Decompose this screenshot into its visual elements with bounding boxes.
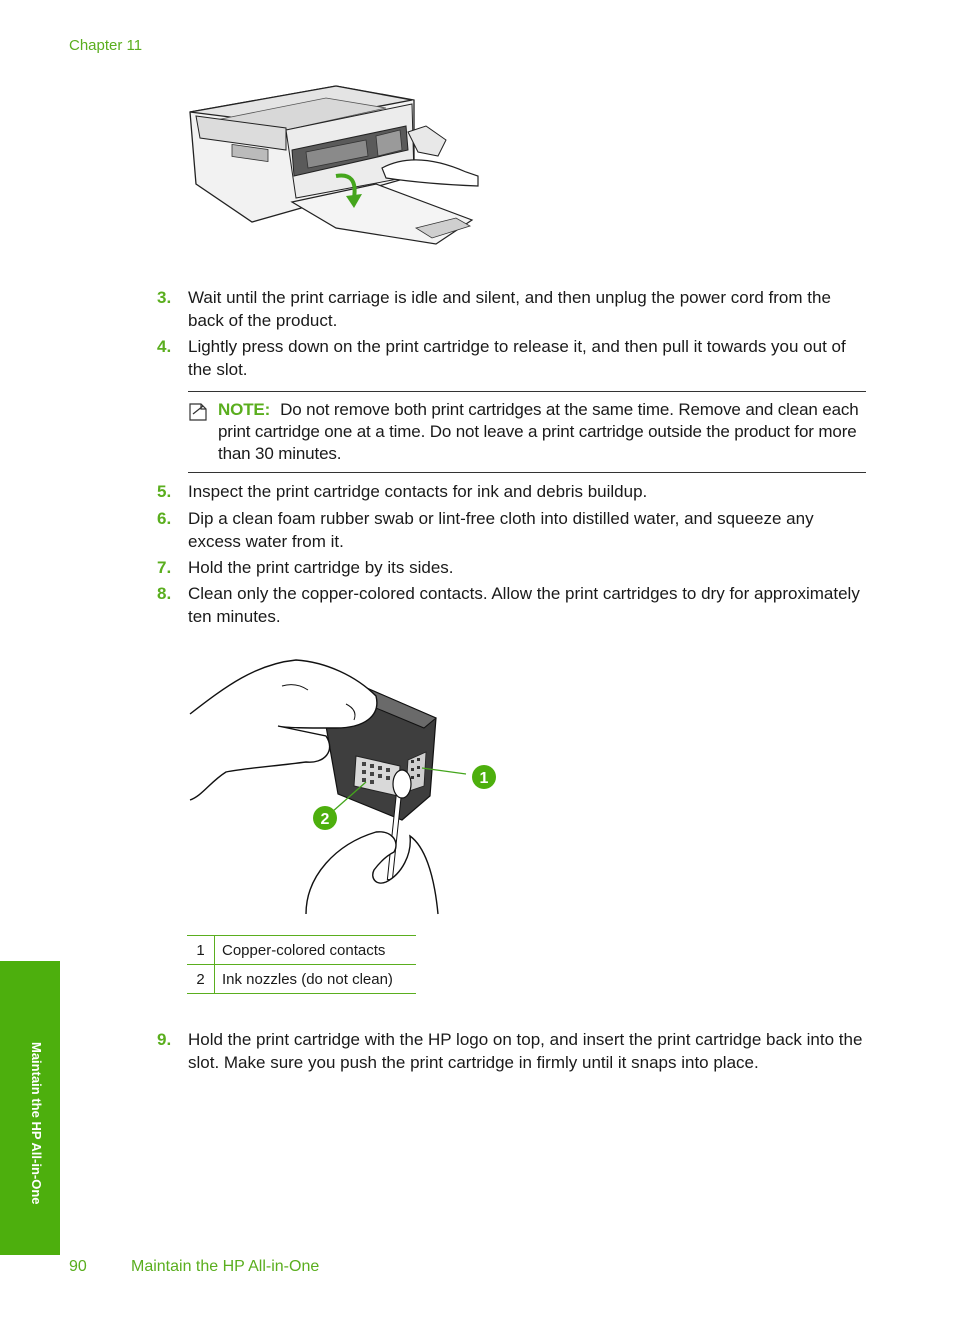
step-7 xyxy=(157,557,869,580)
note-body: Do not remove both print cartridges at the same time. Remove and clean each print cartridge one at a time. Do not leave a print cartridge outside the product for more than 30 minutes. xyxy=(218,400,859,463)
legend-description: Copper-colored contacts xyxy=(215,936,417,965)
step-number: 8. xyxy=(157,584,172,603)
step-5 xyxy=(157,481,869,504)
step-3 xyxy=(157,287,869,332)
step-text: Wait until the print carriage is idle and silent, and then unplug the power cord from the back of the product. xyxy=(188,288,831,330)
step-text: Lightly press down on the print cartridge to release it, and then pull it towards you out of the slot. xyxy=(188,337,846,379)
sidebar-section-title: Maintain the HP All-in-One xyxy=(29,1042,44,1205)
page-number: 90 xyxy=(69,1258,87,1275)
note-box xyxy=(188,391,866,473)
legend-number: 1 xyxy=(187,936,215,965)
step-8 xyxy=(157,583,869,628)
step-number: 5. xyxy=(157,482,172,501)
note-text xyxy=(218,399,866,465)
note-icon xyxy=(188,402,208,422)
step-4 xyxy=(157,336,869,381)
step-text: Inspect the print cartridge contacts for ink and debris buildup. xyxy=(188,482,648,501)
callout-2: 2 xyxy=(320,811,330,828)
step-number: 7. xyxy=(157,558,172,577)
printer-illustration xyxy=(186,80,482,246)
step-number: 3. xyxy=(157,288,172,307)
chapter-header: Chapter 11 xyxy=(69,37,143,54)
step-9 xyxy=(157,1029,869,1074)
legend-number: 2 xyxy=(187,965,215,994)
cartridge-cleaning-illustration xyxy=(186,656,506,918)
step-number: 9. xyxy=(157,1030,172,1049)
figure-legend-table xyxy=(187,935,416,994)
legend-description: Ink nozzles (do not clean) xyxy=(215,965,417,994)
step-6 xyxy=(157,508,869,553)
step-text: Hold the print cartridge with the HP logo on top, and insert the print cartridge back into the slot. Make sure you push the print cartridge in firmly until it snaps into place. xyxy=(188,1030,863,1072)
note-label: NOTE: xyxy=(218,400,271,419)
table-row xyxy=(187,965,416,994)
footer-title: Maintain the HP All-in-One xyxy=(131,1258,320,1275)
step-text: Clean only the copper-colored contacts. Allow the print cartridges to dry for approximately ten minutes. xyxy=(188,584,860,626)
callout-1: 1 xyxy=(479,770,489,787)
step-number: 6. xyxy=(157,509,172,528)
step-text: Dip a clean foam rubber swab or lint-free cloth into distilled water, and squeeze any excess water from it. xyxy=(188,509,814,551)
step-text: Hold the print cartridge by its sides. xyxy=(188,558,454,577)
step-number: 4. xyxy=(157,337,172,356)
table-row xyxy=(187,936,416,965)
